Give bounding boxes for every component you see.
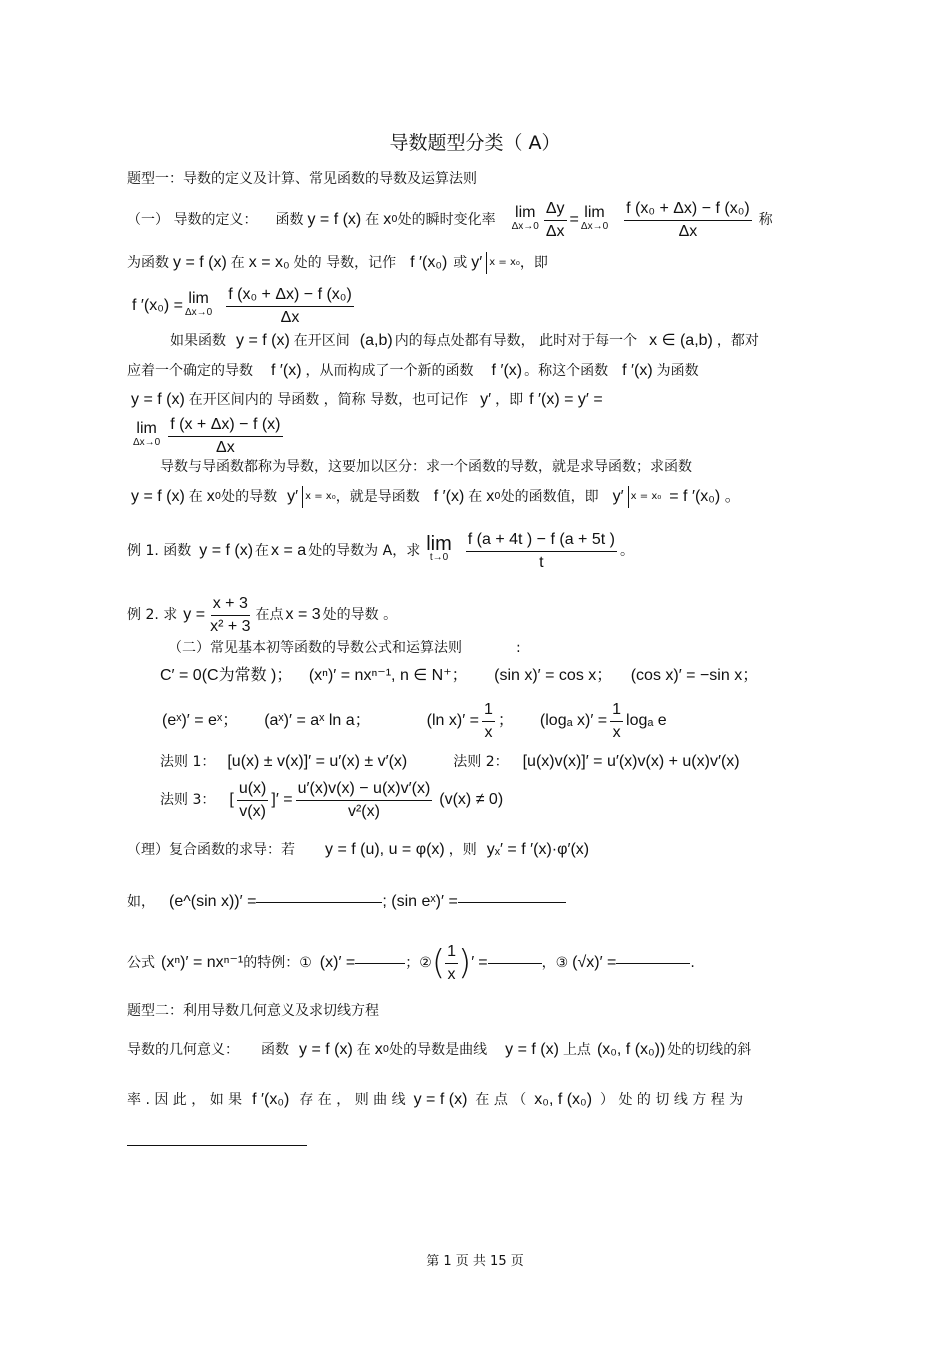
def-text-d: 称 bbox=[758, 212, 773, 228]
paragraph-3: 导数与导函数都称为导数，这要加以区分：求一个函数的导数，就是求导函数；求函数 bbox=[160, 459, 692, 475]
p7-fprime: f ′(x) bbox=[433, 488, 465, 505]
p7-e: 在 bbox=[468, 489, 483, 505]
rule3-right-fraction: $\frac{u'(x)v(x) - u(x)v'(x)}{\text{v²(x)}}$ bbox=[297, 779, 431, 820]
line2-fprime: f ′(x₀) bbox=[410, 254, 448, 271]
p3-fx-2: f ′(x) bbox=[491, 362, 523, 379]
line2-fx: y = f (x) bbox=[173, 254, 227, 271]
spec-h: (√x)′ = bbox=[572, 954, 617, 971]
p7-b: 在 bbox=[188, 489, 203, 505]
lim-4: lim Δx→0 bbox=[133, 420, 161, 448]
formula-ln-fraction: $\frac{1}{x}$ bbox=[483, 700, 493, 741]
line2-yprime: y′ bbox=[471, 254, 483, 271]
geometric-meaning-line-1: 导数的几何意义： 函数 y = f (x) 在 x 0 处的导数是曲线 y = f (x) 上点 (x₀, f (x₀)) 处的切线的斜 bbox=[127, 1041, 752, 1058]
rule1-label: 法则 1： bbox=[160, 754, 216, 770]
spec-e: ；② bbox=[405, 955, 432, 971]
difference-quotient-3: $\frac{f (x + \Delta x) - f (x)}{\Delta x}$ bbox=[170, 415, 281, 456]
ex2-b: 在点 bbox=[255, 607, 284, 623]
formula-log-end: logₐ e bbox=[626, 712, 667, 729]
geo-f: 处的切线的斜 bbox=[667, 1042, 752, 1058]
ex2-label: 例 2. 求 bbox=[127, 607, 178, 623]
geo2-c: 在 点 （ bbox=[475, 1092, 527, 1108]
example-2 bbox=[127, 592, 397, 638]
p2-interval: (a,b) bbox=[359, 332, 393, 349]
ex1-lim: lim t→0 bbox=[426, 533, 452, 563]
formula-sin: (sin x)′ = cos x； bbox=[494, 667, 613, 684]
rules-row-1 bbox=[160, 750, 740, 774]
formula-ln-end: ； bbox=[497, 712, 514, 729]
composite-a: （理）复合函数的求导：若 bbox=[127, 842, 295, 858]
p3-d: 为函数 bbox=[656, 363, 699, 379]
page-footer: 第 1 页 共 15 页 bbox=[426, 1254, 524, 1269]
spec-c: 的特例：① bbox=[243, 955, 312, 971]
formula-exp: (eˣ)′ = eˣ； bbox=[162, 712, 239, 729]
p7-sub-2: x = x₀ bbox=[630, 491, 662, 502]
section-heading-3: 题型二：利用导数几何意义及求切线方程 bbox=[127, 1003, 379, 1019]
answer-blank-1[interactable] bbox=[256, 902, 382, 903]
paragraph-2-line-2 bbox=[127, 360, 699, 382]
ex2-d: 处的导数 。 bbox=[322, 607, 398, 623]
p3-c: 。称这个函数 bbox=[524, 363, 609, 379]
evaluation-bar bbox=[486, 252, 487, 274]
spec-a: 公式 bbox=[127, 955, 155, 971]
composite-ex-b: (e^(sin x))′ = bbox=[169, 893, 257, 910]
def-text-c: 处的瞬时变化率 bbox=[397, 212, 496, 228]
spec-fraction: $\frac{1}{x}$ bbox=[447, 942, 456, 983]
line2-d: 处的 导数，记作 bbox=[293, 255, 397, 271]
geo2-fprime: f ′(x₀) bbox=[252, 1091, 290, 1108]
composite-b: y = f (u), u = φ(x) bbox=[325, 841, 445, 858]
p7-f: 处的函数值，即 bbox=[500, 489, 599, 505]
dy-dx-fraction: $\frac{\Delta y}{\Delta x}$ bbox=[545, 199, 565, 240]
answer-blank-5[interactable] bbox=[616, 963, 690, 964]
p4-yprime: y′ bbox=[480, 391, 492, 408]
rule2-label: 法则 2： bbox=[453, 754, 509, 770]
ex1-d: 处的导数为 A，求 bbox=[308, 543, 421, 559]
p2-fx: y = f (x) bbox=[236, 332, 290, 349]
geo-b: 函数 bbox=[261, 1042, 289, 1058]
geo-x0: x bbox=[374, 1041, 383, 1058]
composite-rule bbox=[127, 838, 589, 862]
geo2-a: 率 . 因 此 ， 如 果 bbox=[127, 1092, 243, 1108]
rule3-condition: (v(x) ≠ 0) bbox=[439, 791, 504, 808]
geo-e: 上点 bbox=[562, 1042, 591, 1058]
evaluation-bar-3 bbox=[628, 486, 629, 508]
formula-a-exp: (aˣ)′ = aˣ ln a； bbox=[264, 712, 371, 729]
ex1-b: 在 bbox=[255, 543, 270, 559]
ex2-x-eq-3: x = 3 bbox=[285, 606, 321, 623]
line2-or: 或 bbox=[453, 255, 468, 271]
line2-h: ，即 bbox=[519, 255, 548, 271]
geo-point: (x₀, f (x₀)) bbox=[596, 1041, 666, 1058]
p7-sub: x = x₀ bbox=[305, 491, 336, 502]
lim-2: lim Δx→0 bbox=[580, 204, 609, 232]
composite-d: yₓ′ = f ′(x)·φ′(x) bbox=[486, 841, 590, 858]
p2-d: ，都对 bbox=[716, 333, 759, 349]
def-x0: x bbox=[383, 211, 392, 228]
rules-row-2: 法则 3： [ $\frac{u(x)}{v(x)}$ ]′ = $\frac{u'(x)v(x) - u(x)v'(x)}{\text{v²(x)}}$ (v(x) ≠ 0) bbox=[160, 779, 504, 820]
fprime-x0-lhs: f ′(x₀) = bbox=[132, 297, 183, 314]
ex1-end: 。 bbox=[619, 543, 634, 559]
page-title: 导数题型分类（ A） bbox=[389, 132, 561, 154]
p7-x0-2: x bbox=[486, 488, 495, 505]
p7-fx: y = f (x) bbox=[131, 488, 185, 505]
p3-fx: f ′(x) bbox=[271, 362, 302, 379]
derivative-function-line bbox=[131, 414, 286, 458]
difference-quotient: $\frac{\text{f (x₀ + Δx) − f (x₀)}}{\Delta x}$ bbox=[626, 199, 750, 240]
lim-1: lim Δx→0 bbox=[511, 204, 539, 232]
p3-a: 应着一个确定的导数 bbox=[127, 363, 253, 379]
ex1-fx: y = f (x) bbox=[199, 542, 254, 559]
notation-line bbox=[127, 250, 548, 276]
ex1-label: 例 1. 函数 bbox=[127, 543, 192, 559]
formula-log-lhs: (logₐ x)′ = bbox=[539, 712, 608, 729]
spec-end: . bbox=[690, 955, 695, 971]
answer-line[interactable] bbox=[127, 1145, 307, 1146]
p7-x0: x bbox=[206, 488, 215, 505]
p4-eq: f ′(x) = y′ = bbox=[529, 391, 603, 408]
p3-fx-3: f ′(x) bbox=[622, 362, 653, 379]
line2-b: 在 bbox=[230, 255, 245, 271]
rule1-formula: [u(x) ± v(x)]′ = u′(x) ± v′(x) bbox=[227, 753, 408, 770]
p7-yprime: y′ bbox=[287, 488, 299, 505]
p7-g: = f ′(x₀) 。 bbox=[669, 488, 741, 505]
lim-3: lim Δx→0 bbox=[184, 290, 213, 318]
line2-x-eq-x0: x = x₀ bbox=[248, 254, 290, 271]
p4-c: ，即 bbox=[495, 392, 524, 408]
formula-ln-lhs: (ln x)′ = bbox=[426, 712, 479, 729]
geo-fx: y = f (x) bbox=[299, 1041, 353, 1058]
difference-quotient-2: $\frac{\text{f (x₀ + Δx) − f (x₀)}}{\Delta x}$ bbox=[228, 285, 352, 326]
ex2-y: y = bbox=[183, 606, 206, 623]
paragraph-2-line-3 bbox=[131, 389, 603, 411]
p7-yprime-2: y′ bbox=[612, 488, 624, 505]
def-text-b: 在 bbox=[365, 212, 380, 228]
definition-line: （一） 导数的定义： 函数 y = f (x) 在 x 0 处的瞬时变化率 lim Δx→0 $\frac{\Delta y}{\Delta x}$ = lim Δx→0 $\frac{\text{f (x₀ + Δx) − f (x₀)}}{\Delta x}$ 称 bbox=[127, 199, 773, 240]
rule3-left-fraction: $\frac{u(x)}{v(x)}$ bbox=[238, 779, 267, 820]
def-text-a: 函数 bbox=[275, 212, 304, 228]
geo-a: 导数的几何意义： bbox=[127, 1042, 239, 1058]
answer-blank-2[interactable] bbox=[458, 902, 566, 903]
p2-b: 在开区间 bbox=[293, 333, 350, 349]
composite-example bbox=[127, 890, 566, 914]
spec-f: = bbox=[478, 954, 488, 971]
geo2-b: 存 在 ， 则 曲 线 bbox=[299, 1092, 406, 1108]
section-heading-1: 题型一：导数的定义及计算、常见函数的导数及运算法则 bbox=[127, 171, 477, 187]
formula-power: (xⁿ)′ = nxⁿ⁻¹, n ∈ N⁺； bbox=[308, 667, 468, 684]
answer-blank-4[interactable] bbox=[488, 963, 542, 964]
geo-d: 处的导数是曲线 bbox=[389, 1042, 488, 1058]
geo-curve: y = f (x) bbox=[505, 1041, 559, 1058]
equals-sign: = bbox=[569, 211, 579, 228]
geo2-d: ） 处 的 切 线 方 程 为 bbox=[600, 1092, 744, 1108]
spec-b: (xⁿ)′ = nxⁿ⁻¹ bbox=[161, 954, 244, 971]
ex1-fraction: $\frac{f (a + 4t ) - f (a + 5t )}{t}$ bbox=[467, 530, 615, 571]
paragraph-2-line-1 bbox=[170, 330, 759, 352]
spec-d: (x)′ = bbox=[319, 954, 356, 971]
p2-x-in-interval: x ∈ (a,b) bbox=[649, 332, 713, 349]
paragraph-3-line-2: y = f (x) 在 x 0 处的导数 y′ x = x₀ ，就是导函数 f ′(x) 在 x 0 处的函数值，即 y′ x = x₀ = f ′(x₀) 。 bbox=[131, 484, 741, 510]
def-fx: y = f (x) bbox=[307, 211, 362, 228]
rule2-formula: [u(x)v(x)]′ = u′(x)v(x) + u(x)v′(x) bbox=[522, 753, 740, 770]
geometric-meaning-line-2 bbox=[127, 1088, 743, 1112]
formula-row-1 bbox=[160, 667, 758, 691]
p2-a: 如果函数 bbox=[170, 333, 226, 349]
p3-b: ，从而构成了一个新的函数 bbox=[305, 363, 474, 379]
p4-fx: y = f (x) bbox=[131, 391, 185, 408]
ex2-fraction: $\frac{x + 3}{\text{x² + 3}}$ bbox=[210, 594, 251, 635]
derivative-formula-line bbox=[132, 282, 357, 330]
line2-sub: x = x₀ bbox=[489, 257, 520, 268]
p2-c: 内的每点处都有导数， 此时对于每一个 bbox=[394, 333, 638, 349]
p4-b: 在开区间内的 导函数 ，简称 导数，也可记作 bbox=[188, 392, 469, 408]
formula-row-2 bbox=[162, 698, 667, 744]
geo2-point: x₀, f (x₀) bbox=[534, 1091, 593, 1108]
formula-cos: (cos x)′ = −sin x； bbox=[630, 667, 759, 684]
formula-constant: C′ = 0(C为常数 )； bbox=[160, 667, 293, 684]
def-label: （一） 导数的定义： bbox=[127, 212, 258, 228]
example-1 bbox=[127, 526, 634, 576]
ex1-x-eq-a: x = a bbox=[271, 542, 307, 559]
section-heading-2: （二）常见基本初等函数的导数公式和运算法则 : bbox=[168, 640, 521, 656]
power-rule-special-cases: 公式 (xⁿ)′ = nxⁿ⁻¹ 的特例：① (x)′ = ；② ( $\frac{1}{x}$ ) ′ = ，③ (√x)′ = . bbox=[127, 942, 695, 983]
geo-c: 在 bbox=[356, 1042, 371, 1058]
formula-log-fraction: $\frac{1}{x}$ bbox=[612, 700, 622, 741]
answer-blank-3[interactable] bbox=[355, 963, 405, 964]
evaluation-bar-2 bbox=[302, 486, 303, 508]
rule3-label: 法则 3： bbox=[160, 792, 216, 808]
composite-ex-c: ; (sin eˣ)′ = bbox=[382, 893, 458, 910]
p7-d: ，就是导函数 bbox=[335, 489, 420, 505]
p7-c: 处的导数 bbox=[221, 489, 278, 505]
composite-ex-a: 如， bbox=[127, 894, 155, 910]
spec-g: ，③ bbox=[541, 955, 569, 971]
line2-a: 为函数 bbox=[127, 255, 169, 271]
geo2-fx: y = f (x) bbox=[413, 1091, 468, 1108]
composite-c: ，则 bbox=[448, 842, 477, 858]
